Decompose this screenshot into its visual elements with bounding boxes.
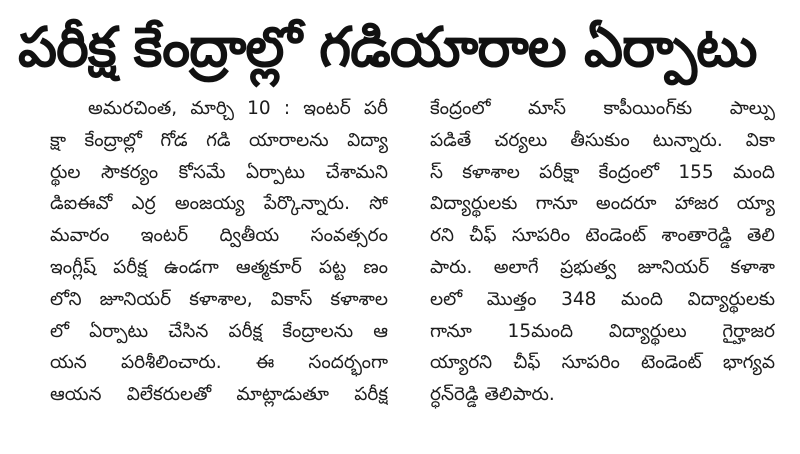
text-line: స్ కళాశాల పరీక్షా కేంద్రంలో 155 మంది	[430, 161, 775, 183]
text-line: య్యారని చీఫ్ సూపరిం టెండెంట్ భాగ్యవ	[430, 352, 775, 374]
text-line: డిఐఈవో ఎర్ర అంజయ్య పేర్కొన్నారు. సో	[50, 193, 388, 215]
text-line: క్షా కేంద్రాల్లో గోడ గడి యారాలను విద్యా	[50, 129, 388, 151]
text-line: ర్థుల సౌకర్యం కోసమే ఏర్పాటు చేశామని	[50, 161, 388, 183]
text-line: లోని జూనియర్ కళాశాల, వికాస్ కళాశాల	[50, 288, 388, 310]
text-line: ఆయన విలేకరులతో మాట్లాడుతూ పరీక్ష	[50, 384, 388, 406]
text-line: ఇంగ్లీష్ పరీక్ష ఉండగా ఆత్మకూర్ పట్ట ణం	[50, 256, 388, 278]
text-line: అమరచింత, మార్చి 10 : ఇంటర్ పరీ	[88, 98, 388, 119]
text-line: లో ఏర్పాటు చేసిన పరీక్ష కేంద్రాలను ఆ	[50, 320, 388, 342]
article-column-right	[430, 93, 775, 411]
headline: పరీక్ష కేంద్రాల్లో గడియారాల ఏర్పాటు	[18, 15, 757, 79]
text-line: పారు. అలాగే ప్రభుత్వ జూనియర్ కళాశా	[430, 256, 775, 278]
text-line: విద్యార్థులకు గానూ అందరూ హాజర య్యా	[430, 193, 775, 215]
text-line: పడితే చర్యలు తీసుకుం టున్నారు. వికా	[430, 129, 775, 151]
text-line: మవారం ఇంటర్ ద్వితీయ సంవత్సరం	[50, 225, 388, 247]
text-line: రని చీఫ్ సూపరిం టెండెంట్ శాంతారెడ్డి తెలి	[430, 225, 775, 247]
text-line: యన పరిశీలించారు. ఈ సందర్భంగా	[50, 352, 388, 374]
text-line: కేంద్రంలో మాస్ కాపీయింగ్‌కు పాల్పు	[430, 98, 775, 119]
text-line: గానూ 15మంది విద్యార్థులు గైర్హాజర	[430, 320, 775, 342]
text-line: ర్ధన్‌రెడ్డి తెలిపారు.	[430, 384, 555, 406]
text-line: లలో మొత్తం 348 మంది విద్యార్థులకు	[430, 288, 775, 310]
article-column-left	[50, 93, 388, 411]
